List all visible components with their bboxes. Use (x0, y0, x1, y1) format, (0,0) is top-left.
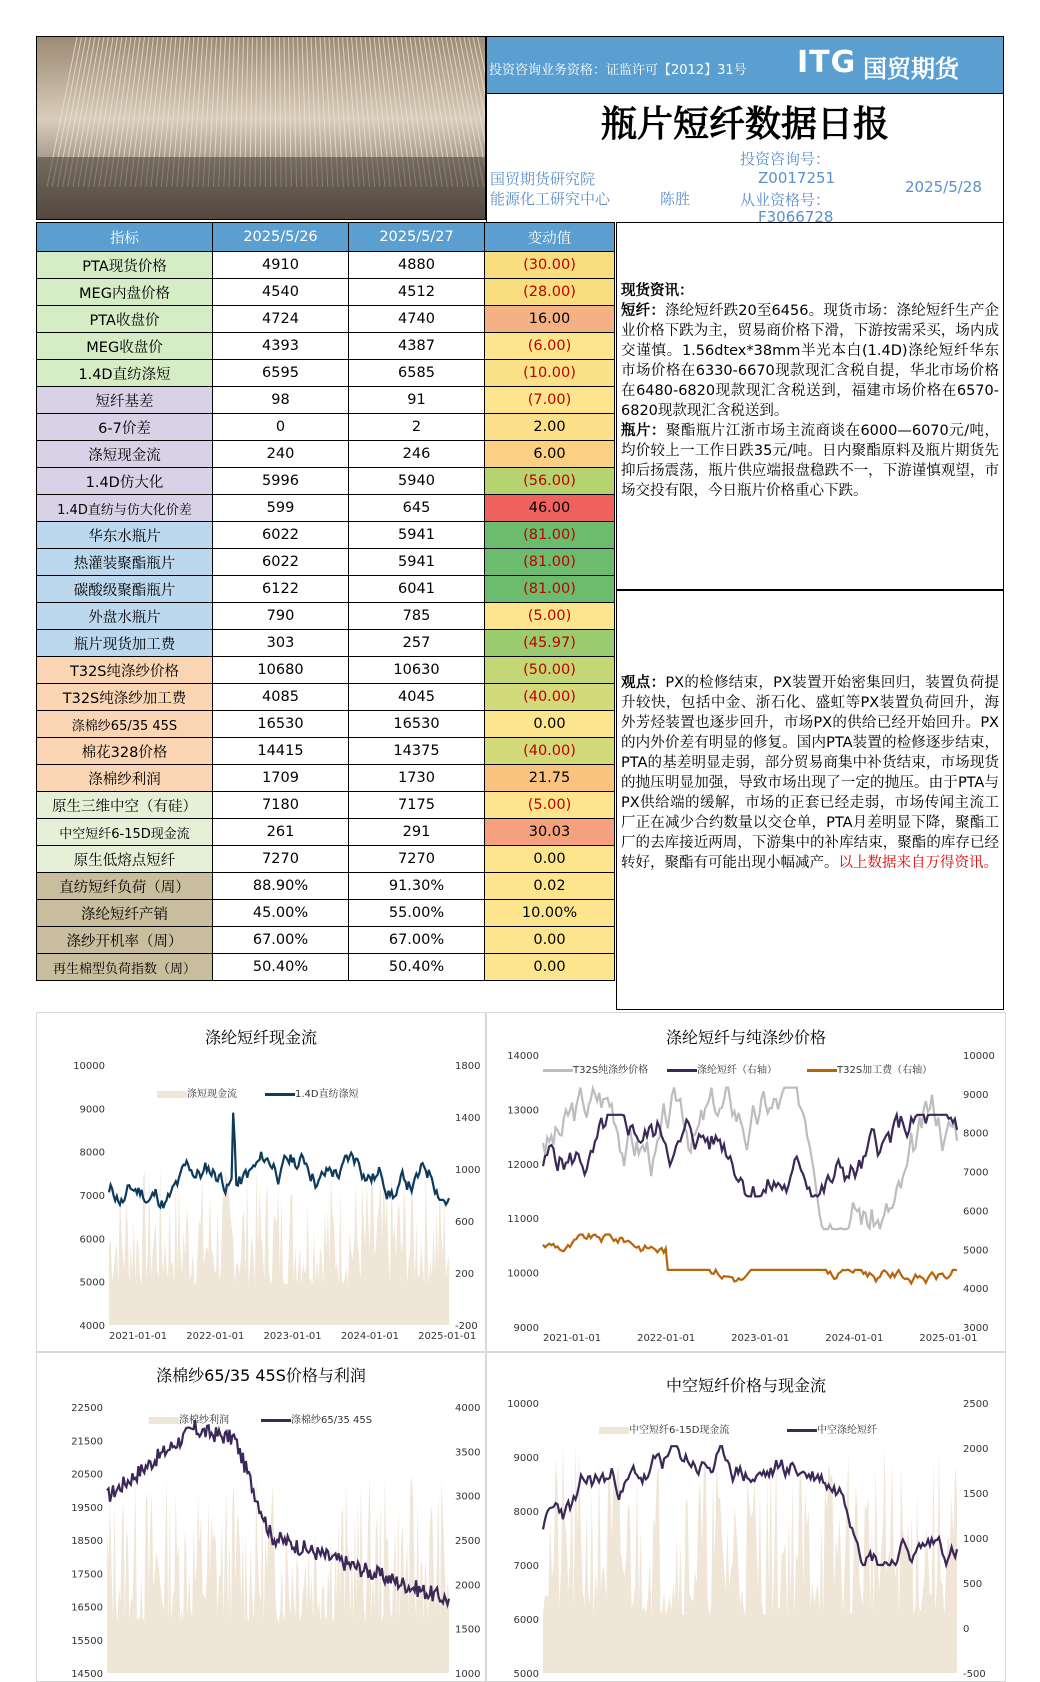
table-row (37, 657, 615, 684)
chart3-svg (37, 1353, 485, 1681)
tick-label: 12000 (507, 1160, 539, 1171)
row-indicator: 华东水瓶片 (37, 522, 213, 549)
row-value-day2: 4045 (349, 684, 485, 711)
tick-label: 4000 (80, 1321, 105, 1332)
row-change: 16.00 (485, 306, 615, 333)
row-change: 0.02 (485, 873, 615, 900)
row-indicator: 涤纶短纤产销 (37, 900, 213, 927)
row-value-day2: 91.30% (349, 873, 485, 900)
row-value-day1: 240 (213, 441, 349, 468)
tick-label: 2500 (963, 1399, 988, 1410)
row-value-day1: 98 (213, 387, 349, 414)
row-value-day1: 45.00% (213, 900, 349, 927)
row-indicator: 1.4D直纺与仿大化价差 (37, 495, 213, 522)
row-value-day2: 645 (349, 495, 485, 522)
row-value-day2: 2 (349, 414, 485, 441)
qualification-number: F3066728 (758, 208, 833, 222)
tick-label: 13000 (507, 1105, 539, 1116)
tick-label: 4000 (963, 1284, 988, 1295)
row-change: (5.00) (485, 792, 615, 819)
row-change: (5.00) (485, 603, 615, 630)
row-value-day1: 0 (213, 414, 349, 441)
table-row (37, 792, 615, 819)
row-change: 46.00 (485, 495, 615, 522)
row-change: (50.00) (485, 657, 615, 684)
tick-label: 2021-01-01 (543, 1333, 601, 1344)
header-bar (486, 36, 1004, 94)
row-indicator: 外盘水瓶片 (37, 603, 213, 630)
tick-label: 7000 (963, 1168, 988, 1179)
row-value-day2: 5940 (349, 468, 485, 495)
row-indicator: MEG收盘价 (37, 333, 213, 360)
chart4-legend-cashflow: 中空短纤6-15D现金流 (599, 1421, 729, 1436)
tick-label: 1500 (455, 1625, 480, 1636)
tick-label: 9000 (514, 1323, 539, 1334)
row-value-day2: 291 (349, 819, 485, 846)
spot-heading: 现货资讯： (621, 283, 694, 299)
row-change: 2.00 (485, 414, 615, 441)
row-change: (81.00) (485, 576, 615, 603)
row-value-day1: 14415 (213, 738, 349, 765)
row-value-day2: 14375 (349, 738, 485, 765)
chart3-title: 涤棉纱65/35 45S价格与利润 (37, 1363, 485, 1386)
row-indicator: 1.4D仿大化 (37, 468, 213, 495)
row-indicator: 涤棉纱65/35 45S (37, 711, 213, 738)
row-value-day1: 10680 (213, 657, 349, 684)
row-value-day2: 55.00% (349, 900, 485, 927)
tick-label: 5000 (80, 1278, 105, 1289)
tick-label: 2021-01-01 (109, 1331, 167, 1342)
row-value-day1: 303 (213, 630, 349, 657)
table-row (37, 252, 615, 279)
tick-label: -200 (455, 1321, 478, 1332)
table-row (37, 711, 615, 738)
row-indicator: MEG内盘价格 (37, 279, 213, 306)
row-value-day2: 4740 (349, 306, 485, 333)
view-box (616, 590, 1004, 1010)
logo-cn: 国贸期货 (863, 49, 959, 84)
tick-label: 19500 (71, 1503, 103, 1514)
tick-label: 2022-01-01 (637, 1333, 695, 1344)
table-row (37, 765, 615, 792)
data-table (36, 222, 615, 981)
row-change: 10.00% (485, 900, 615, 927)
tick-label: 200 (455, 1269, 474, 1280)
row-value-day2: 4512 (349, 279, 485, 306)
chart-hollow-staple (486, 1352, 1006, 1682)
row-indicator: T32S纯涤纱加工费 (37, 684, 213, 711)
tick-label: 14000 (507, 1051, 539, 1062)
row-indicator: PTA现货价格 (37, 252, 213, 279)
tick-label: 2022-01-01 (186, 1331, 244, 1342)
row-indicator: 中空短纤6-15D现金流 (37, 819, 213, 846)
tick-label: 1000 (963, 1534, 988, 1545)
row-value-day1: 790 (213, 603, 349, 630)
chart2-legend-yarn: T32S纯涤纱价格 (543, 1061, 648, 1076)
series-area (107, 1474, 449, 1673)
header-date1: 2025/5/26 (213, 223, 349, 252)
tick-label: 17500 (71, 1569, 103, 1580)
staple-text: 涤纶短纤跌20至6456。现货市场：涤纶短纤生产企业价格下跌为主，贸易商价格下滑，下游按需采买，场内成交谨慎。1.56dtex*38mm半光本白(1.4D)涤纶短纤华东市场价格在6330-6670现款现汇含税自提，华北市场价格在6480-6820现款现汇含税送到，福建市场价格在6570-6820现款现汇含税送到。 (621, 303, 999, 419)
tick-label: 2023-01-01 (731, 1333, 789, 1344)
row-value-day1: 6595 (213, 360, 349, 387)
table-row (37, 738, 615, 765)
row-value-day2: 16530 (349, 711, 485, 738)
row-indicator: 涤短现金流 (37, 441, 213, 468)
table-row (37, 927, 615, 954)
tick-label: 18500 (71, 1536, 103, 1547)
tick-label: 9000 (514, 1453, 539, 1464)
tick-label: 2024-01-01 (825, 1333, 883, 1344)
page-title: 瓶片短纤数据日报 (486, 96, 1004, 154)
chart-staple-yarn-price (486, 1012, 1006, 1352)
chart3-legend-profit: 涤棉纱利润 (149, 1411, 229, 1426)
row-value-day1: 261 (213, 819, 349, 846)
row-value-day2: 6585 (349, 360, 485, 387)
row-value-day1: 88.90% (213, 873, 349, 900)
tick-label: 0 (963, 1624, 969, 1635)
row-change: (28.00) (485, 279, 615, 306)
tick-label: 2500 (455, 1536, 480, 1547)
bottle-label: 瓶片： (621, 423, 666, 439)
row-change: 21.75 (485, 765, 615, 792)
table-row (37, 819, 615, 846)
tick-label: 21500 (71, 1436, 103, 1447)
row-value-day1: 4910 (213, 252, 349, 279)
row-value-day2: 5941 (349, 549, 485, 576)
row-change: (6.00) (485, 333, 615, 360)
table-row (37, 495, 615, 522)
table-row (37, 360, 615, 387)
row-value-day1: 6022 (213, 549, 349, 576)
chart4-svg (487, 1353, 1005, 1681)
tick-label: 2023-01-01 (264, 1331, 322, 1342)
row-value-day1: 6022 (213, 522, 349, 549)
row-value-day1: 5996 (213, 468, 349, 495)
row-value-day1: 6122 (213, 576, 349, 603)
row-change: (40.00) (485, 738, 615, 765)
row-value-day2: 6041 (349, 576, 485, 603)
row-value-day2: 257 (349, 630, 485, 657)
chart1-legend-price: 1.4D直纺涤短 (265, 1085, 359, 1100)
source-text: 以上数据来自万得资讯。 (839, 855, 999, 871)
row-value-day2: 91 (349, 387, 485, 414)
row-change: 0.00 (485, 954, 615, 981)
org-institute: 国贸期货研究院 (490, 168, 595, 189)
table-row (37, 441, 615, 468)
tick-label: 7000 (80, 1191, 105, 1202)
logo-itg: ITG (797, 45, 856, 80)
row-indicator: 再生棉型负荷指数（周） (37, 954, 213, 981)
chart-tc-yarn (36, 1352, 486, 1682)
row-value-day1: 7270 (213, 846, 349, 873)
table-row (37, 387, 615, 414)
row-value-day2: 785 (349, 603, 485, 630)
row-value-day1: 4085 (213, 684, 349, 711)
row-indicator: T32S纯涤纱价格 (37, 657, 213, 684)
row-value-day2: 4880 (349, 252, 485, 279)
table-row (37, 576, 615, 603)
chart1-svg (37, 1013, 485, 1351)
table-row (37, 603, 615, 630)
row-change: 6.00 (485, 441, 615, 468)
chart2-legend-staple: 涤纶短纤（右轴） (667, 1061, 777, 1076)
tick-label: 2024-01-01 (341, 1331, 399, 1342)
row-value-day2: 1730 (349, 765, 485, 792)
row-change: (45.97) (485, 630, 615, 657)
chart2-title: 涤纶短纤与纯涤纱价格 (487, 1025, 1005, 1048)
header-photo (36, 36, 486, 220)
qualification-text: 投资咨询业务资格：证监许可【2012】31号 (489, 59, 747, 78)
consult-number: Z0017251 (758, 169, 835, 187)
tick-label: 6000 (514, 1615, 539, 1626)
row-change: 0.00 (485, 927, 615, 954)
author-name: 陈胜 (660, 188, 690, 209)
tick-label: 10000 (507, 1269, 539, 1280)
row-change: (81.00) (485, 522, 615, 549)
tick-label: 2000 (963, 1444, 988, 1455)
row-change: (40.00) (485, 684, 615, 711)
tick-label: 10000 (963, 1051, 995, 1062)
row-indicator: 涤棉纱利润 (37, 765, 213, 792)
table-row (37, 414, 615, 441)
table-row (37, 630, 615, 657)
tick-label: 5000 (514, 1669, 539, 1680)
chart1-title: 涤纶短纤现金流 (37, 1025, 485, 1048)
row-value-day1: 67.00% (213, 927, 349, 954)
row-value-day1: 4540 (213, 279, 349, 306)
row-value-day1: 7180 (213, 792, 349, 819)
row-value-day2: 67.00% (349, 927, 485, 954)
row-value-day2: 7270 (349, 846, 485, 873)
table-row (37, 333, 615, 360)
row-change: 0.00 (485, 846, 615, 873)
tick-label: 2025-01-01 (418, 1331, 476, 1342)
tick-label: 8000 (80, 1148, 105, 1159)
tick-label: 1000 (455, 1669, 480, 1680)
row-value-day2: 10630 (349, 657, 485, 684)
tick-label: 5000 (963, 1245, 988, 1256)
bottle-text: 聚酯瓶片江浙市场主流商谈在6000—6070元/吨，均价较上一工作日跌35元/吨。日内聚酯原料及瓶片期货先抑后扬震荡，瓶片供应端报盘稳跌不一，下游谨慎观望，市场交投有限，今日瓶片价格重心下跌。 (621, 423, 999, 499)
tick-label: 3000 (455, 1492, 480, 1503)
chart1-legend-cashflow: 涤短现金流 (157, 1085, 237, 1100)
tick-label: -500 (963, 1669, 986, 1680)
qualification-label: 从业资格号： (740, 189, 830, 210)
row-value-day2: 50.40% (349, 954, 485, 981)
table-row (37, 954, 615, 981)
row-change: (81.00) (485, 549, 615, 576)
row-indicator: 原生三维中空（有硅） (37, 792, 213, 819)
view-label: 观点： (621, 675, 665, 691)
row-value-day1: 4393 (213, 333, 349, 360)
tick-label: 1500 (963, 1489, 988, 1500)
tick-label: 7000 (514, 1561, 539, 1572)
row-indicator: 瓶片现货加工费 (37, 630, 213, 657)
row-indicator: 6-7价差 (37, 414, 213, 441)
table-row (37, 846, 615, 873)
row-value-day1: 50.40% (213, 954, 349, 981)
series-line (543, 1235, 957, 1284)
tick-label: 2025-01-01 (919, 1333, 977, 1344)
chart4-title: 中空短纤价格与现金流 (487, 1373, 1005, 1396)
table-row (37, 873, 615, 900)
view-text: PX的检修结束，PX装置开始密集回归，装置负荷提升较快，包括中金、浙石化、盛虹等PX装置负荷回升，海外芳烃装置也逐步回升，市场PX的供给已经开始回升。PX的内外价差有明显的修复。国内PTA装置的检修逐步结束，PTA的基差明显走弱，部分贸易商集中补货结束，市场现货的抛压明显加强，导致市场出现了一定的抛压。由于PTA与PX供给端的缓解，市场的正套已经走弱，市场传闻主流工厂正在减少合约数量以交仓单，PTA月差明显下降，聚酯工厂的去库接近两周，下游集中的补库结束，聚酯的库存已经转好，聚酯有可能出现小幅减产。 (621, 675, 999, 871)
row-change: (7.00) (485, 387, 615, 414)
table-row (37, 900, 615, 927)
chart3-legend-price: 涤棉纱65/35 45S (261, 1411, 372, 1426)
spot-news-box (616, 222, 1004, 590)
chart2-legend-fee: T32S加工费（右轴） (807, 1061, 932, 1076)
row-change: (10.00) (485, 360, 615, 387)
tick-label: 8000 (963, 1129, 988, 1140)
row-change: 30.03 (485, 819, 615, 846)
row-change: (56.00) (485, 468, 615, 495)
row-indicator: 1.4D直纺涤短 (37, 360, 213, 387)
chart-staple-cashflow (36, 1012, 486, 1352)
tick-label: 500 (963, 1579, 982, 1590)
tick-label: 600 (455, 1217, 474, 1228)
row-indicator: 碳酸级聚酯瓶片 (37, 576, 213, 603)
tick-label: 16500 (71, 1603, 103, 1614)
chart4-legend-price: 中空涤纶短纤 (787, 1421, 877, 1436)
header-indicator: 指标 (37, 223, 213, 252)
table-row (37, 306, 615, 333)
org-center: 能源化工研究中心 (490, 188, 610, 209)
row-indicator: 直纺短纤负荷（周） (37, 873, 213, 900)
row-value-day2: 5941 (349, 522, 485, 549)
tick-label: 3500 (455, 1447, 480, 1458)
tick-label: 3000 (963, 1323, 988, 1334)
report-date: 2025/5/28 (905, 178, 982, 196)
row-value-day2: 246 (349, 441, 485, 468)
row-indicator: 棉花328价格 (37, 738, 213, 765)
tick-label: 9000 (963, 1090, 988, 1101)
tick-label: 10000 (73, 1061, 105, 1072)
series-area (543, 1444, 957, 1674)
tick-label: 1000 (455, 1165, 480, 1176)
tick-label: 6000 (963, 1206, 988, 1217)
tick-label: 11000 (507, 1214, 539, 1225)
row-value-day1: 4724 (213, 306, 349, 333)
series-line (543, 1088, 957, 1230)
table-row (37, 468, 615, 495)
staple-label: 短纤： (621, 303, 665, 319)
tick-label: 8000 (514, 1507, 539, 1518)
row-change: (30.00) (485, 252, 615, 279)
row-value-day1: 1709 (213, 765, 349, 792)
row-value-day1: 16530 (213, 711, 349, 738)
tick-label: 2000 (455, 1580, 480, 1591)
row-value-day1: 599 (213, 495, 349, 522)
tick-label: 6000 (80, 1234, 105, 1245)
tick-label: 20500 (71, 1470, 103, 1481)
tick-label: 10000 (507, 1399, 539, 1410)
table-row (37, 279, 615, 306)
tick-label: 22500 (71, 1403, 103, 1414)
row-value-day2: 7175 (349, 792, 485, 819)
tick-label: 14500 (71, 1669, 103, 1680)
row-indicator: 短纤基差 (37, 387, 213, 414)
table-row (37, 684, 615, 711)
row-indicator: 热灌装聚酯瓶片 (37, 549, 213, 576)
table-row (37, 522, 615, 549)
header-date2: 2025/5/27 (349, 223, 485, 252)
tick-label: 4000 (455, 1403, 480, 1414)
tick-label: 1800 (455, 1061, 480, 1072)
row-indicator: 原生低熔点短纤 (37, 846, 213, 873)
row-value-day2: 4387 (349, 333, 485, 360)
row-indicator: PTA收盘价 (37, 306, 213, 333)
row-change: 0.00 (485, 711, 615, 738)
consult-label: 投资咨询号： (740, 148, 830, 169)
table-header-row (37, 223, 615, 252)
tick-label: 1400 (455, 1113, 480, 1124)
header-change: 变动值 (485, 223, 615, 252)
tick-label: 15500 (71, 1636, 103, 1647)
tick-label: 9000 (80, 1104, 105, 1115)
table-row (37, 549, 615, 576)
row-indicator: 涤纱开机率（周） (37, 927, 213, 954)
